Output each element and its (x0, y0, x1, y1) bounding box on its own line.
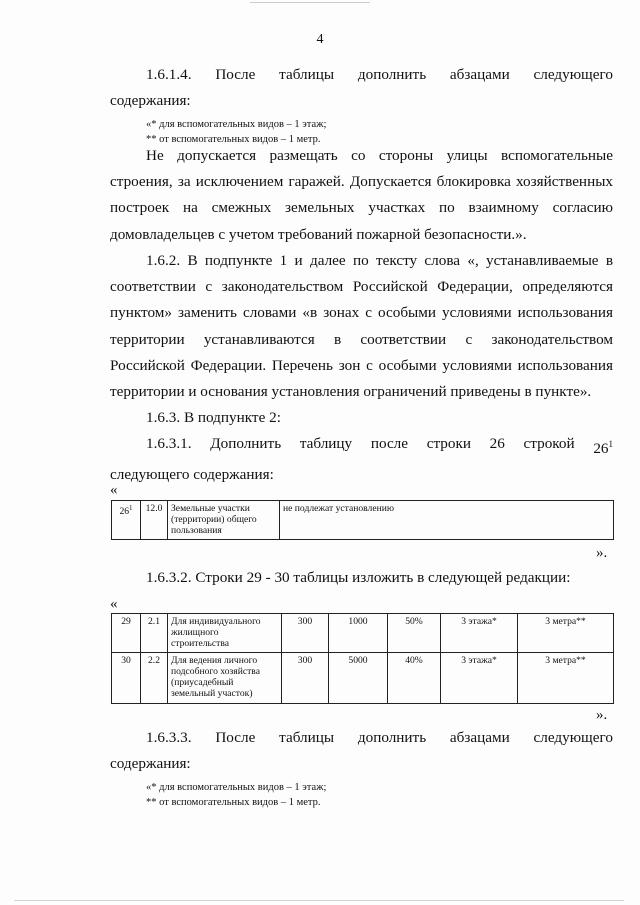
cell-min-area: 300 (282, 653, 329, 704)
table-row-26-1 (111, 500, 614, 540)
cell-name: Для индивидуального жилищного строительства (168, 614, 282, 653)
footnote-distance: ** от вспомогательных видов – 1 метр. (146, 133, 321, 145)
word: следующего (533, 66, 613, 83)
word: таблицы (279, 729, 335, 746)
paragraph-1-6-1-4 (110, 62, 613, 114)
cell-number: $26^1$ (112, 501, 141, 540)
quote-open: « (110, 482, 118, 498)
cell-name: Земельные участки (территории) общего пользования (168, 501, 280, 540)
word: строкой (523, 435, 575, 452)
word: Дополнить (210, 435, 282, 452)
word: абзацами (449, 729, 510, 746)
cell-floors: 3 этажа* (441, 653, 518, 704)
word: таблицы (279, 66, 335, 83)
paragraph-1-6-3-1 (110, 431, 613, 488)
paragraph-line (110, 431, 613, 462)
paragraph-line (110, 725, 613, 751)
cell-percent: 50% (388, 614, 441, 653)
paragraph-line: следующего содержания: (110, 466, 274, 484)
paragraph-restriction: Не допускается размещать со стороны улицы вспомогательные строения, за исключением гаражей. Допускается блокировка хозяйственных построек на смежных земельных участках по взаимному согласию домовладельцев с учетом требований пожарной безопасности.». (110, 147, 613, 243)
quote-close: ». (596, 707, 608, 723)
word: После (215, 66, 256, 83)
word: после (370, 435, 409, 452)
paragraph-line (110, 62, 613, 88)
quote-close: ». (596, 545, 608, 561)
cell-floors: 3 этажа* (441, 614, 518, 653)
cell-code: 12.0 (141, 501, 168, 540)
cell-max-area: 1000 (329, 614, 388, 653)
word: 1.6.3.3. (146, 729, 192, 746)
paragraph-1-6-3-3 (110, 725, 613, 777)
footnote-block (146, 781, 326, 810)
cell-number: 29 (112, 614, 141, 653)
cell-distance: 3 метра** (518, 653, 614, 704)
word: После (215, 729, 256, 746)
paragraph-line: содержания: (110, 92, 191, 110)
word: 1.6.3.1. (146, 435, 192, 452)
footnote-floors: «* для вспомогательных видов – 1 этаж; (146, 782, 327, 793)
table-row (112, 653, 614, 704)
scan-edge-line (250, 2, 370, 3)
page-number: 4 (316, 32, 324, 47)
table-rows-29-30 (111, 613, 614, 704)
paragraph-line: содержания: (110, 755, 191, 773)
word: 1.6.1.4. (146, 66, 192, 83)
scan-edge-line (14, 900, 624, 901)
word: дополнить (357, 729, 427, 746)
paragraph-1-6-3-2: 1.6.3.2. Строки 29 - 30 таблицы изложить в следующей редакции: (146, 569, 571, 586)
table-row (112, 614, 614, 653)
cell-code: 2.1 (141, 614, 168, 653)
word: 26 (489, 435, 505, 452)
word: дополнить (357, 66, 427, 83)
cell-max-area: 5000 (329, 653, 388, 704)
cell-distance: 3 метра** (518, 614, 614, 653)
word: таблицу (299, 435, 353, 452)
word: абзацами (449, 66, 510, 83)
cell-value: не подлежат установлению (280, 501, 614, 540)
cell-name: Для ведения личного подсобного хозяйства (приусадебный земельный участок) (168, 653, 282, 704)
footnote-floors: «* для вспомогательных видов – 1 этаж; (146, 119, 327, 130)
footnote-distance: ** от вспомогательных видов – 1 метр. (146, 796, 321, 808)
table-row (112, 501, 614, 540)
cell-code: 2.2 (141, 653, 168, 704)
cell-min-area: 300 (282, 614, 329, 653)
cell-percent: 40% (388, 653, 441, 704)
row-reference: $26^1$ (593, 439, 613, 458)
quote-open: « (110, 596, 118, 612)
paragraph-1-6-3: 1.6.3. В подпункте 2: (146, 409, 281, 426)
word: строки (426, 435, 471, 452)
paragraph-1-6-2: 1.6.2. В подпункте 1 и далее по тексту слова «, устанавливаемые в соответствии с законодательством Российской Федерации, определяются пунктом» заменить словами «в зонах с особыми условиями использования территории устанавливаются в соответствии с законодательством Российской Федерации. Перечень зон с особыми условиями использования территории и основания установления ограничений приведены в пункте». (110, 252, 613, 401)
word: следующего (533, 729, 613, 746)
cell-number: 30 (112, 653, 141, 704)
